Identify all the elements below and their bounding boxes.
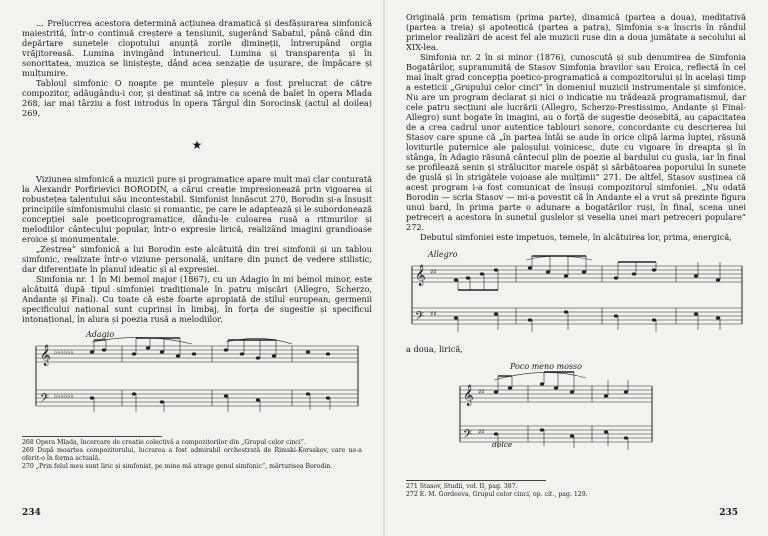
paragraph: Originală prin tematism (prima parte), dinamică (partea a doua), meditativă (partea a treia) și apoteotică (partea a patra), Simfonia s-a înscris în rândul primelor realizări de acest fel ale muzicii ruse din a doua jumătate a secolului al XIX-lea. — [406, 12, 746, 52]
paragraph: „Zestrea” simfonică a lui Borodin este alcătuită din trei simfonii și un tablou simfonic, realizate într-o viziune personală, unitare din punct de vedere stilistic, dar diferențiate în planul ideatic și al expresiei. — [22, 244, 372, 274]
footnote: 271 Stasov, Studii, vol. II, pag. 387. — [406, 483, 518, 490]
svg-text:♯♯: ♯♯ — [478, 388, 485, 396]
paragraph: a doua, lirică, — [406, 344, 463, 354]
music-example-poco-meno-mosso — [456, 362, 746, 466]
svg-text:♯♯: ♯♯ — [430, 310, 437, 318]
footnote: 269 După moartea compozitorului, lucrarea a fost admirabil orchestrată de Rimski-Korsakov, care ne-a oferit-o în forma actuală. — [22, 447, 362, 462]
footnotes — [406, 480, 588, 499]
music-score — [406, 250, 746, 336]
tempo-marking: Poco meno mosso — [510, 362, 582, 371]
svg-text:𝄞: 𝄞 — [40, 345, 51, 366]
svg-text:♭♭♭♭♭♭: ♭♭♭♭♭♭ — [54, 392, 74, 400]
paragraph: ... Prelucrrea acestora determină acțiunea dramatică și desfășurarea simfonică maiestrită, într-o continuă creștere a tensiunii, sugerând Sabatul, până când din depărtare sunetele clopotului anunță zorile dimineții, întrerupând orgia vrăjitoreasă. Lumina invingând întunericul. Lumina și transparența și în sonoritatea, muzica se liniștește, dând acea senzație de ușurare, de împăcare și mulțumire. — [22, 18, 372, 78]
svg-text:𝄞: 𝄞 — [415, 265, 426, 286]
music-example-allegro — [406, 250, 746, 336]
svg-text:♯♯: ♯♯ — [478, 428, 485, 436]
svg-text:♭♭♭♭♭♭: ♭♭♭♭♭♭ — [54, 348, 74, 356]
right-page — [384, 0, 768, 536]
paragraph: Viziunea simfonică a muzicii pure și programatice apare mult mai clar conturată la Alexandr Porfirievici BORODIN, a cărui creație impresionează prin vigoarea și robustețea talentului său incontestabil. Simfonist înnăscut 270, Borodin și-a însușit principiile simfonismului clasic și romantic, pe care le adaptează și le subordonează concepției sale poeticoprogramatice, dându-le culoarea rusă a ritmurilor și melodiilor cântecului popular, într-o expresie lirică, realizând imagini grandioase eroice și monumentale. — [22, 174, 372, 244]
paragraph: Tabloul simfonic O noapte pe muntele pleșuv a fost prelucrat de către compozitor, adăugându-i cor, și destinat să intre ca scenă de balet în opera Mlada 268, iar mai târziu a fost introdus în opera Târgul din Sorocinsk (actul al doilea) 269. — [22, 78, 372, 118]
paragraph: Debutul simfoniei este impetuos, temele, în alcătuirea lor, prima, energică, — [420, 232, 732, 242]
paragraph: Simfonia nr. 1 în Mi bemol major (1867), cu un Adagio în mi bemol minor, este alcătuită după tipul simfoniei tradiționale în patru mișcări (Allegro, Scherzo, Andante și Final). Cu toate că este foarte apropiată de stilul european, germenii specificului național sunt cuprinși în limbaj, în forța de sugestie și specificul intonațional, în alura și poezia rusă a melodiilor. — [22, 274, 372, 324]
page-number: 234 — [22, 508, 41, 518]
svg-text:𝄢: 𝄢 — [415, 310, 425, 326]
svg-text:𝄢: 𝄢 — [40, 392, 50, 408]
music-score — [22, 332, 362, 424]
paragraph: Simfonia nr. 2 în si minor (1876), cunoscută și sub denumirea de Simfonia Bogatârilor, supranumită de Stasov Simfonia bravilor sau Eroica, reflectă în cel mai înalt grad concepția poetico-programatică a compozitorului și în același timp a esteticii „Grupului celor cinci” în domeniul muzicii instrumentale și simfonice. Nu are un program declarat și nici o indicație nu trădează programatismul, dar cele patru secțiuni ale lucrării (Allegro, Scherzo-Prestissimo, Andante și Final-Allegro) sunt bogate în imagini, au o forță de sugestie deosebită, au capacitatea de a crea cadrul unor autentice tablouri sonore, concordante cu descrierea lui Stasov care spune că „în partea întâi se aude în orice clipă larma luptei, răsună loviturile puternice ale paloșului voinicesc, dute cu vigoare în dreapta și în stânga, în Adagio răsună cântecul plin de poezie al bardului cu gusla, iar în final se profilează senin și strălucitor marele ospăț și sărbătoarea poporului în sunete de guslă și în strigătele voioase ale mulțimii” 271. De altfel, Stasov susținea că acest program i-a fost comunicat de însuși compozitorul simfoniei. „Nu odată Borodin — scria Stasov — mi-a povestit că în Andante el a vrut să prezinte figura unui bard, în prima parte o adunare a bogatârilor ruși, în final, scena unei petreceri a acestora în sunetul guslelor și veselia unei mari petreceri populare” 272. — [406, 52, 746, 232]
footnotes — [22, 434, 362, 471]
tempo-marking: Allegro — [428, 250, 458, 259]
svg-text:𝄢: 𝄢 — [463, 428, 473, 444]
dynamic-marking: dolce — [492, 440, 513, 449]
tempo-marking: Adagio — [86, 330, 115, 339]
svg-text:𝄞: 𝄞 — [463, 385, 474, 406]
page-number: 235 — [719, 508, 738, 518]
section-divider-star: ★ — [191, 138, 203, 152]
music-score — [456, 362, 656, 466]
footnote: 272 E. M. Gordeeva, Grupul celor cinci, op. cit., pag. 129. — [406, 491, 588, 498]
footnote: 270 „Prin felul meu sunt liric și simfonist, pe mine mă atrage genul simfonic”, mărturisea Borodin. — [22, 463, 333, 470]
music-example-adagio — [22, 332, 372, 424]
footnote: 268 Opera Mlada, încercare de creație colectivă a compozitorilor din „Grupul celor cinci”. — [22, 439, 306, 446]
svg-text:♯♯: ♯♯ — [430, 268, 437, 276]
